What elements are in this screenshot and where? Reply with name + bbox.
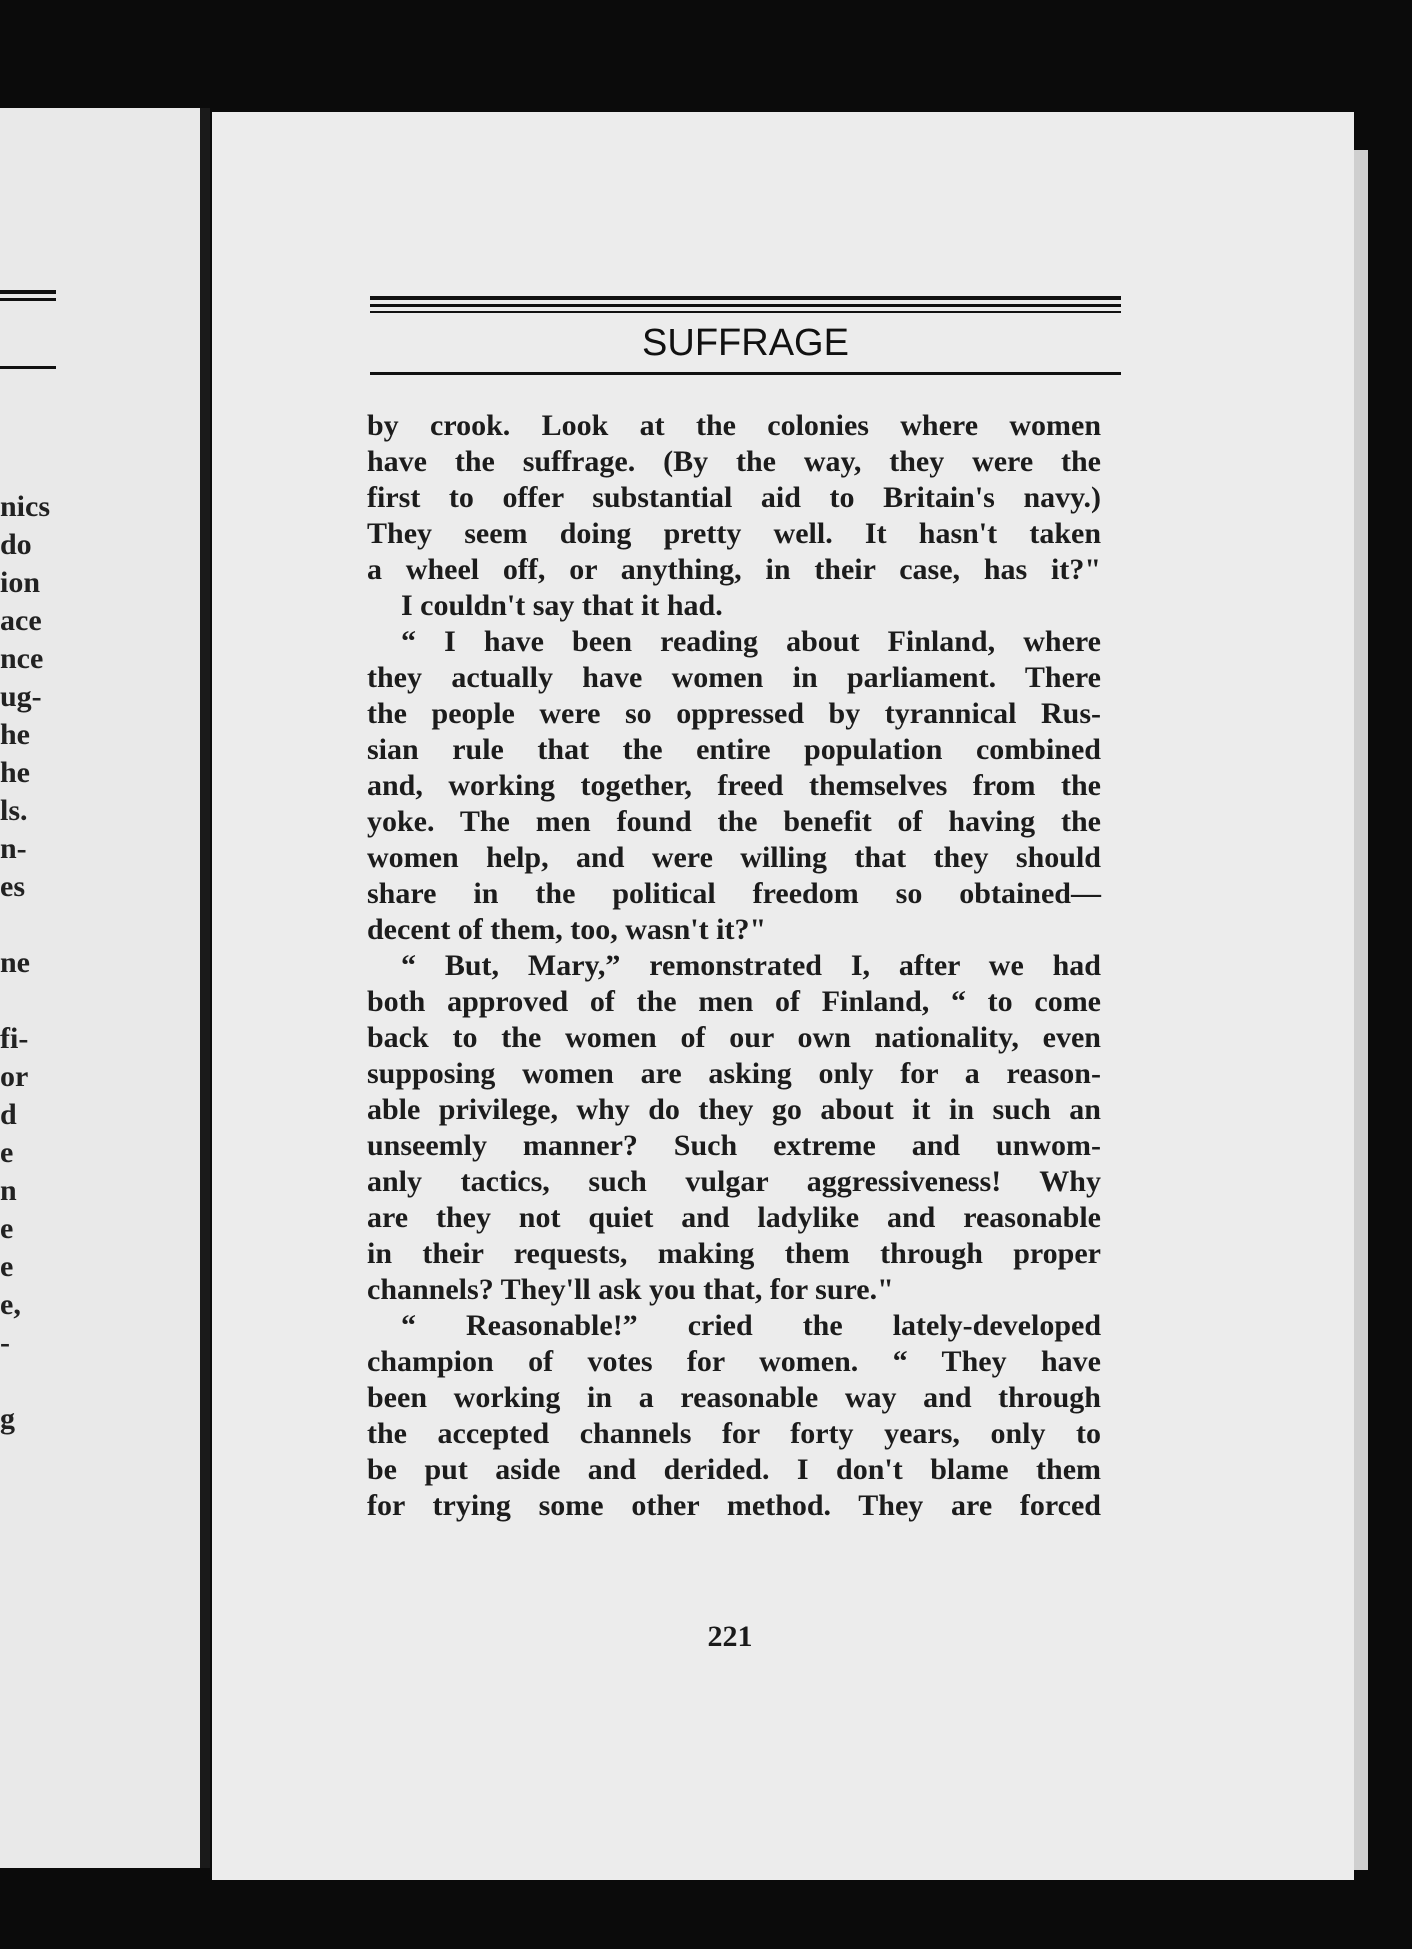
- left-fragment: ace: [0, 604, 42, 637]
- left-fragment: or: [0, 1060, 29, 1093]
- header-rule-bottom: [370, 372, 1121, 375]
- text-line: supposing women are asking only for a reason-: [367, 1057, 1101, 1090]
- text-line: sian rule that the entire population combined: [367, 733, 1101, 766]
- text-line: have the suffrage. (By the way, they were the: [367, 445, 1101, 478]
- text-line: women help, and were willing that they should: [367, 841, 1101, 874]
- text-line: share in the political freedom so obtained—: [367, 877, 1101, 910]
- left-fragment: [0, 982, 70, 1020]
- text-line: both approved of the men of Finland, “ to come: [367, 985, 1101, 1018]
- text-line: I couldn't say that it had.: [401, 589, 723, 622]
- left-fragment: g: [0, 1402, 15, 1435]
- text-line: able privilege, why do they go about it in such an: [367, 1093, 1101, 1126]
- left-header-rule-mid: [0, 298, 56, 301]
- left-fragment: nce: [0, 642, 44, 675]
- text-line: the accepted channels for forty years, only to: [367, 1417, 1101, 1450]
- text-line: “ Reasonable!” cried the lately-developed: [401, 1309, 1101, 1342]
- text-line: in their requests, making them through proper: [367, 1237, 1101, 1270]
- text-line: they actually have women in parliament. There: [367, 661, 1101, 694]
- left-fragment: -: [0, 1326, 10, 1359]
- running-head: SUFFRAGE: [642, 322, 849, 364]
- left-fragment: e: [0, 1136, 14, 1169]
- text-line: and, working together, freed themselves from the: [367, 769, 1101, 802]
- left-fragment: ion: [0, 566, 41, 599]
- text-line: be put aside and derided. I don't blame them: [367, 1453, 1101, 1486]
- left-fragment: [0, 906, 70, 944]
- left-fragment: ne: [0, 946, 30, 979]
- left-fragment: e,: [0, 1288, 21, 1321]
- left-fragment: he: [0, 718, 30, 751]
- left-fragment: n: [0, 1174, 17, 1207]
- left-header-rule-top: [0, 290, 56, 294]
- left-page: [0, 108, 210, 1868]
- text-line: a wheel off, or anything, in their case, has it?": [367, 553, 1101, 586]
- header-rule-third: [370, 311, 1121, 313]
- text-line: unseemly manner? Such extreme and unwom-: [367, 1129, 1101, 1162]
- left-fragment: e: [0, 1250, 14, 1283]
- text-line: champion of votes for women. “ They have: [367, 1345, 1101, 1378]
- body-text: [367, 408, 1101, 1524]
- text-line: They seem doing pretty well. It hasn't taken: [367, 517, 1101, 550]
- left-fragment: n-: [0, 832, 27, 865]
- left-fragment: fi-: [0, 1022, 29, 1055]
- text-line: first to offer substantial aid to Britain's navy.): [367, 481, 1101, 514]
- page-number: 221: [707, 1620, 753, 1653]
- left-fragment: nics: [0, 490, 51, 523]
- text-line: the people were so oppressed by tyrannical Rus-: [367, 697, 1101, 730]
- left-fragment: [0, 1362, 70, 1400]
- text-line: been working in a reasonable way and through: [367, 1381, 1101, 1414]
- left-fragment: es: [0, 870, 25, 903]
- text-line: anly tactics, such vulgar aggressiveness! Why: [367, 1165, 1101, 1198]
- text-line: “ I have been reading about Finland, where: [401, 625, 1101, 658]
- text-line: decent of them, too, wasn't it?": [367, 913, 767, 946]
- left-fragment: ug-: [0, 680, 42, 713]
- left-fragment: ls.: [0, 794, 28, 827]
- left-page-text-fragments: [0, 488, 70, 1438]
- text-line: by crook. Look at the colonies where women: [367, 409, 1101, 442]
- left-fragment: he: [0, 756, 30, 789]
- header-rule-second: [370, 304, 1121, 307]
- text-line: “ But, Mary,” remonstrated I, after we had: [401, 949, 1101, 982]
- text-line: for trying some other method. They are forced: [367, 1489, 1101, 1522]
- left-fragment: do: [0, 528, 32, 561]
- text-line: back to the women of our own nationality, even: [367, 1021, 1101, 1054]
- text-line: are they not quiet and ladylike and reasonable: [367, 1201, 1101, 1234]
- text-line: channels? They'll ask you that, for sure.": [367, 1273, 894, 1306]
- page-edge: [1354, 150, 1368, 1870]
- header-rule-top: [370, 296, 1121, 300]
- left-header-rule-low: [0, 366, 56, 369]
- left-fragment: d: [0, 1098, 17, 1131]
- left-fragment: e: [0, 1212, 14, 1245]
- text-line: yoke. The men found the benefit of having the: [367, 805, 1101, 838]
